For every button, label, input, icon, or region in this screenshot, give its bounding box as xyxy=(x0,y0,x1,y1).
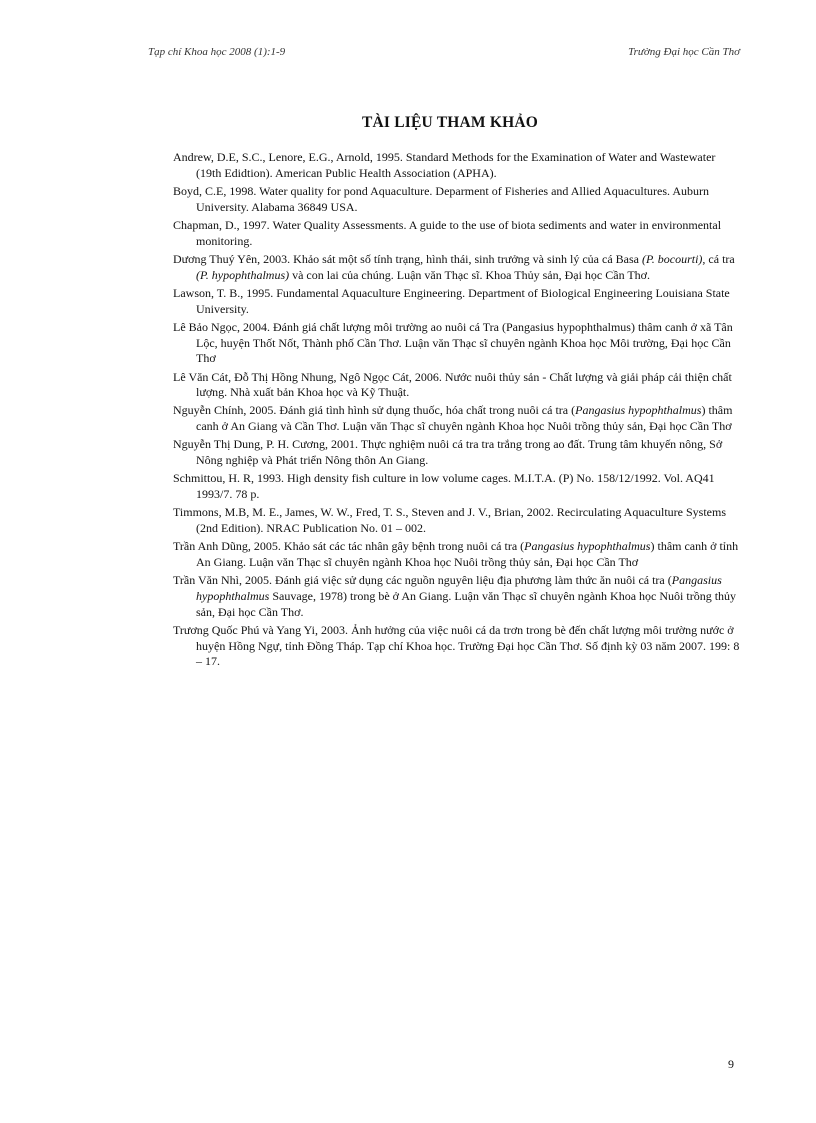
reference-item: Chapman, D., 1997. Water Quality Assessments. A guide to the use of biota sediments and water in environmental monitoring. xyxy=(173,217,722,248)
reference-item: Lawson, T. B., 1995. Fundamental Aquaculture Engineering. Department of Biological Engineering Louisiana State University. xyxy=(173,285,730,316)
reference-item: Andrew, D.E, S.C., Lenore, E.G., Arnold, 1995. Standard Methods for the Examination of Water and Wastewater (19th Edidtion). American Public Health Association (APHA). xyxy=(173,150,716,180)
reference-item: Lê Văn Cát, Đỗ Thị Hồng Nhung, Ngô Ngọc Cát, 2006. Nước nuôi thủy sản - Chất lượng và giải pháp cải thiện chất lượng. Nhà xuất bản Khoa học và Kỹ Thuật. xyxy=(173,369,732,400)
university-name: Trường Đại học Cần Thơ xyxy=(628,46,740,58)
reference-item: Trần Anh Dũng, 2005. Khảo sát các tác nhân gây bệnh trong nuôi cá tra (Pangasius hypophthalmus) thâm canh ở tỉnh An Giang. Luận văn Thạc sĩ chuyên ngành Khoa học Nuôi trồng thủy sản, Đại học Cần Thơ xyxy=(173,539,739,570)
reference-item: Lê Bảo Ngọc, 2004. Đánh giá chất lượng môi trường ao nuôi cá Tra (Pangasius hypophthalmus) thâm canh ở xã Tân Lộc, huyện Thốt Nốt, Thành phố Cần Thơ. Luận văn Thạc sĩ chuyên ngành Khoa học Môi trường, Đại học Cần Thơ xyxy=(173,319,733,366)
reference-item: Trương Quốc Phú và Yang Yi, 2003. Ảnh hưởng của việc nuôi cá da trơn trong bè đến chất lượng môi trường nước ở huyện Hồng Ngự, tỉnh Đồng Tháp. Tạp chí Khoa học. Trường Đại học Cần Thơ. Số định kỳ 03 năm 2007. 199: 8 – 17. xyxy=(173,622,740,669)
reference-item: Schmittou, H. R, 1993. High density fish culture in low volume cages. M.I.T.A. (P) No. 158/12/1992. Vol. AQ41 1993/7. 78 p. xyxy=(173,471,715,502)
reference-item: Dương Thuý Yên, 2003. Khảo sát một số tính trạng, hình thái, sinh trưởng và sinh lý của cá Basa (P. bocourti), cá tra (P. hypophthalmus) và con lai của chúng. Luận văn Thạc sĩ. Khoa Thủy sản, Đại học Cần Thơ. xyxy=(173,251,735,282)
reference-list xyxy=(173,150,743,673)
page-number: 9 xyxy=(728,1057,734,1071)
reference-item: Nguyễn Chính, 2005. Đánh giá tình hình sử dụng thuốc, hóa chất trong nuôi cá tra (Pangasius hypophthalmus) thâm canh ở An Giang và Cần Thơ. Luận văn Thạc sĩ chuyên ngành Khoa học Nuôi trồng thủy sản, Đại học Cần Thơ xyxy=(173,403,733,434)
reference-item: Trần Văn Nhì, 2005. Đánh giá việc sử dụng các nguồn nguyên liệu địa phương làm thức ăn nuôi cá tra (Pangasius hypophthalmus Sauvage, 1978) trong bè ở An Giang. Luận văn Thạc sĩ chuyên ngành Khoa học Nuôi trồng thủy sản, Đại học Cần Thơ. xyxy=(173,573,737,619)
references-heading: TÀI LIỆU THAM KHẢO xyxy=(362,114,538,131)
running-header xyxy=(148,46,740,62)
reference-item: Timmons, M.B, M. E., James, W. W., Fred, T. S., Steven and J. V., Brian, 2002. Recirculating Aquaculture Systems (2nd Edition). NRAC Publication No. 01 – 002. xyxy=(173,505,727,536)
journal-citation: Tạp chí Khoa học 2008 (1):1-9 xyxy=(148,46,286,58)
reference-item: Nguyễn Thị Dung, P. H. Cương, 2001. Thực nghiệm nuôi cá tra tra trắng trong ao đất. Trung tâm khuyến nông, Sở Nông nghiệp và Phát triển Nông thôn An Giang. xyxy=(173,437,723,468)
reference-item: Boyd, C.E, 1998. Water quality for pond Aquaculture. Deparment of Fisheries and Allied Aquacultures. Auburn University. Alabama 36849 USA. xyxy=(173,183,710,214)
